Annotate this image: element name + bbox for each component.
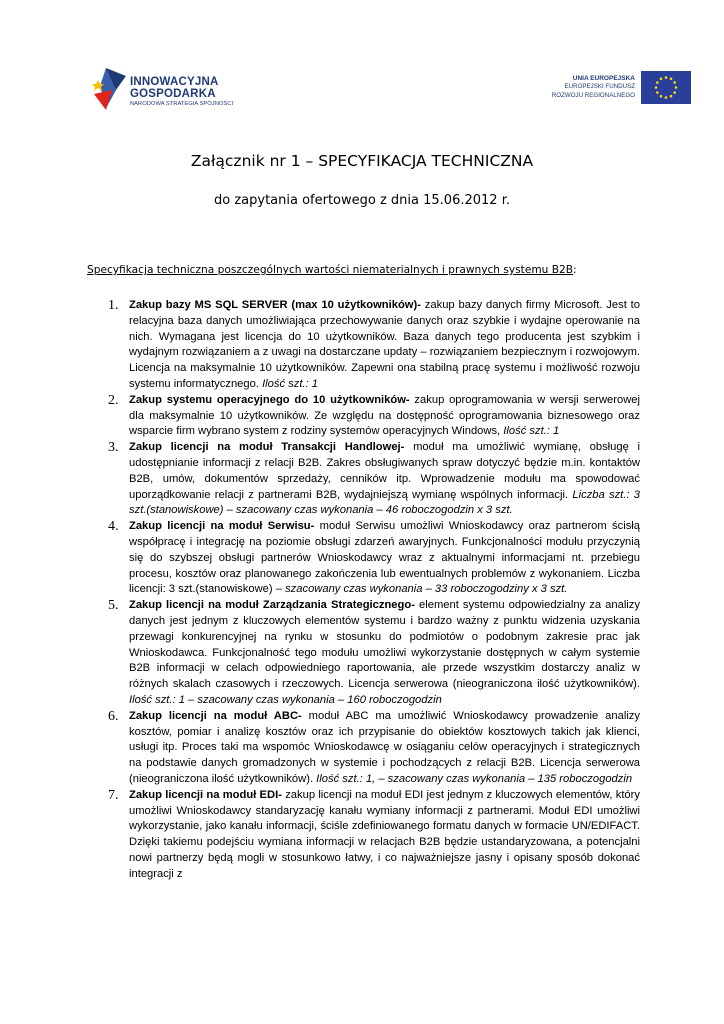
- list-item: [108, 788, 640, 883]
- logo-right-line2: EUROPEJSKI FUNDUSZ: [564, 83, 635, 90]
- innowacyjna-gospodarka-logo: [92, 64, 252, 114]
- item-number: 6.: [108, 708, 119, 724]
- item-heading: Zakup licencji na moduł Serwisu-: [129, 520, 315, 533]
- list-item: [108, 598, 640, 709]
- eu-flag-icon: [641, 71, 691, 104]
- item-quantity: Ilość szt.: 1: [262, 377, 319, 390]
- list-item: [108, 298, 640, 393]
- logo-left-line1: INNOWACYJNA: [130, 76, 219, 88]
- item-number: 7.: [108, 787, 119, 803]
- item-text: moduł ABC ma umożliwić Wnioskodawcy prowadzenie analizy kosztów, pomiar i analizę kosztów oraz ich przypisanie do obiektów kosztowych takich jak klienci, usługi itp. Proces taki ma wspomóc Wnioskodawcę w osiąganiu celów operacyjnych i strategicznych na podstawie danych gromadzonych w systemie i pochodzących z relacji B2B. Licencja serwerowa (nieograniczona ilość użytkowników).: [129, 709, 640, 785]
- item-quantity: szacowany czas wykonania – 33 roboczogodziny x 3 szt.: [285, 583, 568, 596]
- item-text: zakup oprogramowania w wersji serwerowej dla maksymalnie 10 użytkowników. Ze względu na dostępność oprogramowania biznesowego oraz wsparcie firm wybrano system z rodziny systemów operacyjnych Windows,: [129, 393, 640, 438]
- intro-line: [87, 264, 577, 276]
- document-subtitle: do zapytania ofertowego z dnia 15.06.2012 r.: [214, 193, 510, 208]
- item-quantity: Ilość szt.: 1 – szacowany czas wykonania – 160 roboczogodzin: [129, 693, 442, 706]
- item-quantity: Ilość szt.: 1: [503, 425, 560, 438]
- item-text: moduł Serwisu umożliwi Wnioskodawcy oraz partnerom ścisłą współpracę i integrację na poziomie obsługi zdarzeń awaryjnych. Funkcjonalności modułu przyczynią się do szybszej obsługi partnerów Wnioskodawcy wraz z aktualnymi informacjami nt. przebiegu procesu, kosztów oraz planowanego zakończenia lub ewentualnych problemów z wykonaniem. Liczba licencji: 3 szt.(stanowiskowe) –: [129, 520, 640, 596]
- item-text: moduł ma umożliwić wymianę, obsługę i udostępnianie informacji z relacji B2B. Zakres obsługiwanych spraw dotyczyć będzie m.in. kontaktów B2B, umów, dokumentów sprzedaży, cenników itp. Wprowadzenie modułu ma spowodować uporządkowanie relacji z partnerami B2B, wydajniejszą wymianę wspólnych informacji.: [129, 441, 641, 501]
- item-number: 2.: [108, 392, 119, 408]
- item-heading: Zakup licencji na moduł EDI-: [129, 788, 282, 801]
- item-text: zakup licencji na moduł EDI jest jednym z kluczowych elementów, który umożliwi Wnioskodawcy standaryzację kanału wymiany informacji z partnerami. Moduł EDI umożliwi wykorzystanie, jako kanału informacji, ściśle zdefiniowanego formatu danych w formacie UN/EDIFACT. Dzięki takiemu podejściu wymiana informacji w relacjach B2B będzie ustandaryzowana, a potencjalni nowi partnerzy będą mogli w stosunkowo łatwy, i co najważniejsze jasny i opisany sposób dokonać integracji z: [129, 788, 640, 880]
- list-item: [108, 709, 640, 788]
- item-heading: Zakup licencji na moduł Transakcji Handlowej-: [129, 441, 405, 454]
- innowacyjna-gospodarka-emblem-icon: [92, 64, 132, 114]
- item-heading: Zakup licencji na moduł Zarządzania Strategicznego-: [129, 599, 415, 612]
- logo-right-line3: ROZWOJU REGIONALNEGO: [551, 91, 635, 99]
- item-number: 5.: [108, 598, 119, 614]
- intro-text: Specyfikacja techniczna poszczególnych wartości niematerialnych i prawnych systemu B2B: [87, 264, 574, 276]
- item-number: 4.: [108, 519, 119, 535]
- list-item: [108, 519, 640, 598]
- item-quantity: Liczba szt.: 3 szt.(stanowiskowe) – szacowany czas wykonania – 46 roboczogodzin x 3 szt.: [129, 488, 640, 517]
- intro-suffix: :: [573, 264, 577, 276]
- list-item: [108, 393, 640, 440]
- item-heading: Zakup licencji na moduł ABC-: [129, 709, 302, 722]
- item-quantity: Ilość szt.: 1, – szacowany czas wykonania – 135 roboczogodzin: [316, 772, 633, 785]
- logo-left-line3: NARODOWA STRATEGIA SPÓJNOŚCI: [130, 101, 234, 107]
- item-heading: Zakup systemu operacyjnego do 10 użytkowników-: [129, 393, 410, 406]
- item-text: element systemu odpowiedzialny za analizy danych jest jednym z kluczowych elementów systemu i bardzo ważny z punktu widzenia uzyskania przewagi konkurencyjnej na rynku w stosunku do podmiotów o podobnym zakresie prac jak Wnioskodawca. Funkcjonalność tego modułu umożliwi wykorzystanie dostępnych w całym systemie B2B informacji w celach odpowiedniego raportowania, ale przede wszystkim dostarczy analiz w różnych skalach czasowych i rzeczowych. Licencja serwerowa (nieograniczona ilość użytkowników).: [129, 599, 640, 691]
- item-text: zakup bazy danych firmy Microsoft. Jest to relacyjna baza danych umożliwiająca przechowywanie danych oraz szybkie i wydajne operowanie na nich. Wymagana jest licencja do 10 użytkowników. Baza danych tego producenta jest szybkim i wydajnym rozwiązaniem a z uwagi na dostarczane updaty – rozwiązaniem bezpiecznym i rozwojowym. Licencja na maksymalnie 10 użytkowników. Zapewni ona stabilną pracę systemu i możliwość rozwoju systemu informatycznego.: [129, 299, 640, 390]
- list-item: [108, 440, 640, 519]
- item-number: 3.: [108, 440, 119, 456]
- specification-list: [108, 298, 640, 882]
- logo-right-line1: UNIA EUROPEJSKA: [572, 75, 635, 82]
- item-number: 1.: [108, 298, 119, 313]
- item-heading: Zakup bazy MS SQL SERVER (max 10 użytkowników)-: [129, 299, 421, 311]
- document-title: Załącznik nr 1 – SPECYFIKACJA TECHNICZNA: [190, 152, 534, 170]
- logo-left-line2: GOSPODARKA: [130, 88, 216, 100]
